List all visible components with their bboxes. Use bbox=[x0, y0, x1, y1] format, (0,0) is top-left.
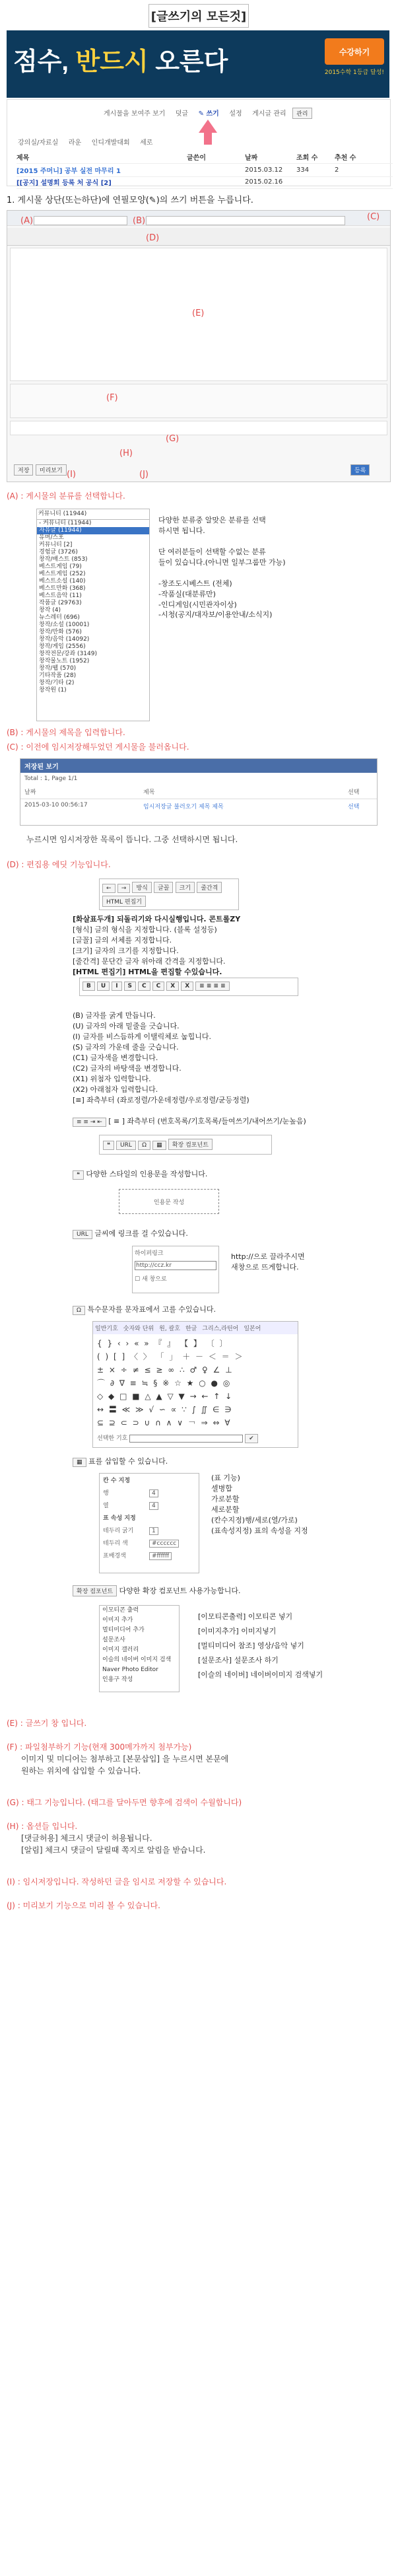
ext-component-desc bbox=[198, 1612, 383, 1684]
table-feature-line: (표 기능) bbox=[211, 1474, 240, 1482]
special-char-tabs bbox=[93, 1322, 298, 1334]
category-item[interactable]: 창작/만화 (576) bbox=[39, 629, 82, 635]
tab-settings[interactable]: 설정 bbox=[229, 110, 242, 118]
special-row bbox=[73, 1305, 216, 1315]
row-rec: 2 bbox=[335, 166, 339, 174]
a-desc-line: 다양한 분류중 알맞은 분류를 선택 bbox=[158, 516, 266, 524]
category-select[interactable] bbox=[34, 216, 127, 225]
ext-component-item[interactable]: 이슬의 네이버 이미지 검색 bbox=[102, 1657, 172, 1663]
category-item[interactable]: 작품글 (29763) bbox=[39, 600, 82, 606]
table-dialog-label: 표배경색 bbox=[103, 1553, 126, 1559]
toolbar2-row bbox=[80, 978, 298, 993]
url-note-2: 새창으로 뜨게합니다. bbox=[231, 1262, 299, 1271]
saved-row-select[interactable]: 선택 bbox=[348, 804, 360, 810]
ext-button-2[interactable]: 확장 컴포넌트 bbox=[73, 1585, 117, 1596]
special-tab[interactable]: 일반기호 bbox=[95, 1326, 118, 1332]
url-note-1: http://으로 끌라주시면 bbox=[231, 1252, 305, 1261]
category-item[interactable]: 창작/게임 (2556) bbox=[39, 643, 86, 650]
preview-button[interactable]: 미리보기 bbox=[36, 464, 67, 476]
step1-part-b: )의 쓰기 버튼을 누릅니다. bbox=[156, 196, 253, 205]
table-dialog-label: 칸 수 지정 bbox=[103, 1478, 131, 1484]
ext-desc-line: [이미지추가] 이미지넣기 bbox=[198, 1626, 277, 1635]
nav-item-3[interactable]: 인디개발대회 bbox=[91, 139, 130, 147]
f-line-2: 이미지 및 미디어는 첨부하고 [본문삽입] 을 누르시면 본문에 bbox=[21, 1754, 229, 1764]
a-desc-line bbox=[158, 568, 383, 579]
font-select[interactable]: 글꼴 bbox=[154, 882, 173, 893]
url-row bbox=[73, 1229, 188, 1239]
write-button[interactable]: ✎ 쓰기 bbox=[198, 110, 219, 118]
saved-panel-count: Total : 1, Page 1/1 bbox=[24, 775, 78, 782]
toolbar2-desc-line: (U) 글자의 아래 밑줄을 긋습니다. bbox=[73, 1021, 180, 1030]
special-char-icon-2[interactable]: Ω bbox=[73, 1306, 85, 1315]
format-icon[interactable]: B bbox=[82, 982, 95, 991]
toolbar1-desc bbox=[73, 914, 337, 978]
format-icon[interactable]: U bbox=[97, 982, 110, 991]
special-char-dialog bbox=[92, 1321, 298, 1448]
ext-desc-line: [이모티콘출력] 이모티콘 넣기 bbox=[198, 1612, 293, 1621]
f-line-1: (F) : 파일첨부하기 기능(현재 300메가까지 첨부가능) bbox=[7, 1742, 192, 1752]
toolbar2-desc-line: (B) 글자를 굵게 만듭니다. bbox=[73, 1011, 156, 1020]
format-select[interactable]: 방식 bbox=[132, 882, 151, 893]
tab-comment[interactable]: 덧글 bbox=[175, 110, 189, 118]
special-char-row[interactable]: ◇ ◆ □ ■ △ ▲ ▽ ▼ → ← ↑ ↓ bbox=[97, 1392, 234, 1401]
quote-example-text: 인용문 작성 bbox=[153, 1199, 185, 1206]
ext-desc-line: [이슬의 네이버] 네이버이미지 검색넣기 bbox=[198, 1670, 323, 1679]
submit-button[interactable]: 등록 bbox=[350, 464, 370, 476]
ext-component-item[interactable]: Naver Photo Editor bbox=[102, 1666, 158, 1673]
category-item[interactable]: 경험글 (3726) bbox=[39, 549, 78, 555]
special-char-row[interactable]: ↔ 〓 ≪ ≫ √ ∽ ∝ ∵ ∫ ∬ ∈ ∋ bbox=[97, 1405, 233, 1414]
save-button[interactable]: 저장 bbox=[14, 464, 33, 476]
a-desc-line: -시청(공지/대자보/이용안내/소식지) bbox=[158, 610, 273, 620]
ext-desc: 다양한 확장 컴포넌트 사용가능합니다. bbox=[119, 1587, 241, 1595]
table-dialog-row bbox=[100, 1499, 199, 1511]
write-button-label: 쓰기 bbox=[206, 110, 219, 118]
saved-row-title[interactable]: 임시저장글 불러오기 제목 제목 bbox=[143, 804, 224, 810]
ext-row bbox=[73, 1585, 241, 1596]
special-char-row[interactable]: { } ‹ › « » 『 』 【 】 〔 〕 bbox=[97, 1339, 229, 1348]
ext-component-item[interactable]: 멀티미디어 추가 bbox=[102, 1627, 145, 1633]
editor-screenshot bbox=[7, 210, 391, 482]
table-dialog-input[interactable]: 4 bbox=[149, 1489, 158, 1497]
header-title: 제목 bbox=[16, 154, 30, 162]
saved-draft-row[interactable] bbox=[20, 799, 377, 813]
label-f: (F) bbox=[106, 393, 118, 403]
a-desc-line: -창조도시베스트 (전체) bbox=[158, 579, 232, 588]
table-dialog-label: 표 속성 지정 bbox=[103, 1515, 136, 1522]
table-dialog-label: 행 bbox=[103, 1490, 109, 1497]
toolbar1-desc-line: [화살표두개] 되돌리기와 다시실행입니다. 콘트롤ZY bbox=[73, 915, 241, 923]
header-rec: 추천 수 bbox=[335, 154, 356, 162]
align-icons[interactable]: ≡ ≡ ≡ ≡ bbox=[195, 982, 230, 991]
banner-headline bbox=[13, 41, 228, 77]
label-d: (D) bbox=[146, 233, 160, 243]
table-icon-2[interactable]: ▦ bbox=[73, 1458, 86, 1467]
ext-desc-line: [설문조사] 설문조사 하기 bbox=[198, 1655, 279, 1664]
insert-toolbar-screenshot bbox=[99, 1135, 272, 1155]
h-line-2: [댓글허용] 체크시 댓글이 허용됩니다. bbox=[21, 1834, 152, 1843]
special-desc: 특수문자를 문자표에서 고를 수있습니다. bbox=[87, 1305, 216, 1314]
toolbar2-desc-line: (S) 글자의 가운데 줄을 긋습니다. bbox=[73, 1042, 179, 1052]
section-d-title: (D) : 편집용 에딧 기능입니다. bbox=[7, 860, 111, 869]
special-char-row[interactable]: ⊆ ⊇ ⊂ ⊃ ∪ ∩ ∧ ∨ ￢ ⇒ ⇔ ∀ bbox=[97, 1418, 232, 1427]
category-item[interactable]: 창작전문/강좌 (3149) bbox=[39, 651, 97, 657]
table-dialog-label: 열 bbox=[103, 1503, 109, 1509]
header-views: 조회 수 bbox=[296, 154, 318, 162]
h-line-3: [알림] 체크시 댓글이 달릴때 쪽지로 알림을 받습니다. bbox=[21, 1845, 206, 1855]
section-c-title: (C) : 이전에 임시저장해두었던 게시물을 불러옵니다. bbox=[7, 742, 189, 752]
row-title[interactable]: [2015 주머니] 공부 실전 마무리 1 bbox=[16, 167, 121, 175]
quote-icon[interactable]: ❝ bbox=[103, 1141, 114, 1150]
h-line-1: (H) : 옵션들 입니다. bbox=[7, 1822, 78, 1831]
filter-button[interactable]: 관리 bbox=[292, 108, 312, 119]
toolbar2-desc-line: [≡] 좌측부터 (좌로정렬/가운데정렬/우로정렬/균등정렬) bbox=[73, 1095, 249, 1104]
table-row-desc bbox=[73, 1456, 168, 1467]
table-feature-line: 셀병합 bbox=[211, 1484, 232, 1493]
label-c: (C) bbox=[367, 212, 380, 222]
hyperlink-title: 하이퍼링크 bbox=[135, 1250, 164, 1257]
section-b-title: (B) : 게시물의 제목을 입력합니다. bbox=[7, 728, 125, 737]
section-g-title: (G) : 태그 기능입니다. (태그를 달아두면 향후에 검색이 수월합니다) bbox=[7, 1798, 242, 1807]
special-tab[interactable]: 원, 괄호 bbox=[159, 1326, 180, 1332]
toolbar2-desc-line: (I) 글자를 비스듬하게 이탤릭체로 눕힙니다. bbox=[73, 1032, 211, 1041]
quote-desc: 다양한 스타일의 인용문을 작성합니다. bbox=[86, 1170, 208, 1178]
page-title: [글쓰기의 모든것] bbox=[148, 4, 249, 28]
category-item[interactable]: 베스트음악 (11) bbox=[39, 592, 82, 599]
category-item[interactable]: - 커뮤니티 (11944) bbox=[39, 520, 92, 526]
banner-cta-sub: 2015수학 1등급 달성! bbox=[324, 69, 384, 76]
ext-component-item[interactable]: 이미지 추가 bbox=[102, 1617, 133, 1624]
site-banner[interactable] bbox=[7, 30, 389, 98]
nav-item-2[interactable]: 라운 bbox=[68, 139, 82, 147]
label-e: (E) bbox=[192, 308, 205, 318]
url-icon[interactable]: URL bbox=[73, 1230, 92, 1239]
saved-header-title: 제목 bbox=[143, 789, 155, 796]
toolbar2-desc-line: (X2) 아래첨자 입력합니다. bbox=[73, 1085, 158, 1094]
category-item[interactable]: 뉴스레터 (696) bbox=[39, 614, 80, 621]
format-icon[interactable]: X bbox=[166, 982, 179, 991]
category-item[interactable]: 창작/기타 (2) bbox=[39, 680, 75, 686]
label-h: (H) bbox=[119, 448, 133, 458]
toolbar1-desc-line: [HTML 편집기] HTML을 편집할 수있습니다. bbox=[73, 967, 222, 976]
ext-component-button[interactable]: 확장 컴포넌트 bbox=[168, 1139, 213, 1150]
format-icon[interactable]: X bbox=[181, 982, 193, 991]
table-feature-line: (칸수지정)행/세로(열/가로) bbox=[211, 1515, 298, 1524]
section-f-text bbox=[7, 1741, 389, 1777]
newwindow-checkbox[interactable]: ☐ 새 창으로 bbox=[135, 1276, 167, 1283]
category-item[interactable]: 베스트게임 (252) bbox=[39, 571, 86, 577]
ext-component-list[interactable] bbox=[99, 1605, 180, 1692]
table-features bbox=[211, 1473, 383, 1536]
table-dialog-input[interactable]: #cccccc bbox=[149, 1540, 179, 1548]
nav-item-4[interactable]: 세로 bbox=[140, 139, 153, 147]
toolbar2-screenshot bbox=[79, 978, 298, 996]
banner-headline-right: 오른다 bbox=[148, 48, 228, 76]
a-desc-line bbox=[158, 536, 383, 547]
label-i: (I) bbox=[67, 470, 76, 480]
redo-icon[interactable]: → bbox=[117, 884, 131, 893]
format-icon[interactable]: C bbox=[152, 982, 165, 991]
row-date: 2015.03.12 bbox=[245, 166, 283, 174]
step1-text bbox=[7, 193, 253, 205]
special-tab[interactable]: 그리스,라틴어 bbox=[202, 1326, 239, 1332]
tab-view[interactable]: 게시물을 보여주 보기 bbox=[104, 110, 166, 118]
category-item[interactable]: 커뮤니티 [2] bbox=[39, 542, 73, 548]
quote-example bbox=[119, 1189, 219, 1214]
special-selected-input[interactable] bbox=[129, 1435, 243, 1443]
special-char-icon[interactable]: Ω bbox=[138, 1141, 150, 1150]
category-list-head: 커뮤니티 (11944) bbox=[37, 509, 149, 520]
section-c-desc: 누르시면 임시저장한 목록이 뜹니다. 그중 선택하시면 됩니다. bbox=[26, 835, 238, 844]
board-nav bbox=[14, 135, 156, 148]
saved-row-date: 2015-03-10 00:56:17 bbox=[24, 802, 88, 808]
label-b: (B) bbox=[133, 216, 146, 226]
a-desc-line: -인디게임(시민관자이상) bbox=[158, 600, 237, 609]
table-dialog-row bbox=[100, 1549, 199, 1561]
toolbar1-screenshot bbox=[99, 878, 239, 910]
a-desc-line: 단 여러분들이 선택할 수없는 분류 bbox=[158, 547, 266, 556]
section-i-title: (I) : 임시저장입니다. 작성하던 글을 임시로 저장할 수 있습니다. bbox=[7, 1877, 227, 1886]
saved-header-date: 날짜 bbox=[24, 789, 36, 796]
table-dialog-row bbox=[100, 1511, 199, 1524]
special-tab[interactable]: 한글 bbox=[185, 1326, 197, 1332]
table-dialog-row bbox=[100, 1524, 199, 1536]
table-feature-line: 세로분할 bbox=[211, 1505, 240, 1514]
banner-cta-button[interactable]: 수강하기 bbox=[325, 38, 384, 65]
category-item[interactable]: 베스트게임 (79) bbox=[39, 563, 82, 570]
saved-panel-header bbox=[20, 785, 377, 799]
list-toolbar-desc: [ ≡ ] 좌측부터 (번호목록/기호목록/들여쓰기/내어쓰기/눈높음) bbox=[108, 1117, 306, 1126]
table-dialog-input[interactable]: #ffffff bbox=[149, 1552, 172, 1560]
ext-desc-line: [멀티미디어 참조] 영상/음악 넣기 bbox=[198, 1641, 304, 1650]
format-icon[interactable]: S bbox=[124, 982, 136, 991]
toolbar1-row2 bbox=[100, 896, 238, 907]
nav-item-1[interactable]: 강의실/자료실 bbox=[18, 139, 59, 147]
step1-part-a: 1. 게시물 상단(또는하단)에 연필모양( bbox=[7, 196, 149, 205]
quote-icon-2[interactable]: ❝ bbox=[73, 1170, 84, 1180]
url-desc: 글씨에 링크를 걸 수있습니다. bbox=[94, 1229, 188, 1238]
category-item[interactable]: 창작 (4) bbox=[39, 607, 61, 614]
toolbar1-desc-line: [글꼴] 글의 서체를 지정합니다. bbox=[73, 935, 172, 945]
category-item[interactable]: 자유글 (11944) bbox=[37, 527, 149, 534]
category-item[interactable]: 기타작품 (28) bbox=[39, 672, 77, 679]
toolbar1-desc-line: [줄간격] 문단간 글자 위아래 간격을 지정합니다. bbox=[73, 956, 226, 966]
category-items bbox=[37, 520, 149, 694]
board-screenshot bbox=[7, 99, 391, 186]
editor-actions bbox=[14, 464, 67, 476]
section-a-title: (A) : 게시물의 분류를 선택합니다. bbox=[7, 491, 125, 501]
a-desc-line: 하시면 됩니다. bbox=[158, 526, 205, 535]
section-e-title: (E) : 글쓰기 창 입니다. bbox=[7, 1719, 87, 1728]
pencil-icon: ✎ bbox=[148, 196, 156, 205]
saved-panel-title: 저장된 보기 bbox=[20, 759, 377, 773]
table-dialog-row bbox=[100, 1536, 199, 1549]
insert-toolbar-row bbox=[100, 1135, 271, 1153]
arrow-pointer bbox=[199, 120, 217, 145]
label-j: (J) bbox=[139, 470, 148, 480]
toolbar1-desc-line: [형식] 글의 형식을 지정합니다. (블록 설정등) bbox=[73, 925, 217, 934]
section-a-desc bbox=[158, 515, 383, 620]
toolbar2-desc-line: (C1) 글자색을 변경합니다. bbox=[73, 1053, 158, 1062]
table-dialog bbox=[99, 1473, 199, 1573]
board-header-row bbox=[16, 150, 393, 164]
table-icon[interactable]: ▦ bbox=[152, 1141, 166, 1150]
list-toolbar-row bbox=[73, 1116, 306, 1127]
size-select[interactable]: 크기 bbox=[176, 882, 195, 893]
label-a: (A) bbox=[20, 216, 34, 226]
category-item[interactable]: 베스트만화 (368) bbox=[39, 585, 86, 592]
a-desc-line: -작품실(대분류만) bbox=[158, 589, 216, 598]
table-dialog-input[interactable]: 4 bbox=[149, 1502, 158, 1510]
row-title[interactable]: [[공지] 설명회 등록 처 공식 [2] bbox=[16, 179, 112, 187]
submit-area bbox=[350, 464, 370, 476]
section-j-title: (J) : 미리보기 기능으로 미리 볼 수 있습니다. bbox=[7, 1901, 160, 1910]
table-desc: 표를 삽입할 수 있습니다. bbox=[88, 1457, 168, 1466]
category-item[interactable]: 창작물노트 (1952) bbox=[39, 658, 90, 664]
category-item[interactable]: 유머/스포 bbox=[39, 534, 64, 541]
table-dialog-label: 테두리 굵기 bbox=[103, 1528, 134, 1534]
url-notes bbox=[231, 1252, 305, 1273]
lineheight-select[interactable]: 줄간격 bbox=[197, 882, 222, 893]
category-item[interactable]: 창작/음악 (14092) bbox=[39, 636, 90, 643]
ext-component-item[interactable]: 인용구 작성 bbox=[102, 1676, 133, 1683]
section-h-text bbox=[7, 1820, 389, 1856]
quote-row bbox=[73, 1169, 207, 1180]
category-item[interactable]: 창작/소설 (10001) bbox=[39, 622, 90, 628]
category-item[interactable]: 베스트소설 (140) bbox=[39, 578, 86, 585]
banner-headline-left: 점수, bbox=[13, 48, 76, 76]
hyperlink-dialog bbox=[132, 1246, 219, 1293]
special-selected-label bbox=[97, 1433, 258, 1443]
special-char-grid[interactable] bbox=[93, 1334, 298, 1432]
category-list[interactable] bbox=[36, 509, 150, 721]
ext-component-item[interactable]: 이미지 갤러리 bbox=[102, 1647, 139, 1653]
row-date: 2015.02.16 bbox=[245, 178, 283, 186]
ext-component-item[interactable]: 설문조사 bbox=[102, 1637, 125, 1643]
tag-input[interactable] bbox=[10, 421, 387, 435]
category-item[interactable]: 창작/웹 (570) bbox=[39, 665, 77, 672]
title-input[interactable] bbox=[146, 216, 345, 225]
ext-component-item[interactable]: 이모티콘 출력 bbox=[102, 1607, 139, 1614]
table-feature-line: (표속성지정) 표의 속성을 지정 bbox=[211, 1526, 308, 1535]
special-char-row[interactable]: ⌒ ∂ ∇ ≡ ≒ § ※ ☆ ★ ○ ● ◎ bbox=[97, 1378, 232, 1388]
undo-icon[interactable]: ← bbox=[102, 884, 116, 893]
hyperlink-input[interactable]: http://ccz.kr bbox=[135, 1261, 216, 1270]
editor-toolbar[interactable] bbox=[7, 228, 390, 246]
list-toolbar-icon[interactable]: ≡ ≡ ⇥ ⇤ bbox=[73, 1118, 106, 1127]
toolbar2-desc bbox=[73, 1011, 383, 1105]
special-selected-text: 선택한 기호 bbox=[97, 1435, 128, 1442]
row-views: 334 bbox=[296, 166, 310, 174]
special-char-row[interactable]: ± × ÷ ≠ ≤ ≥ ∞ ∴ ♂ ♀ ∠ ⊥ bbox=[97, 1365, 234, 1375]
newwindow-label: 새 창으로 bbox=[141, 1276, 167, 1283]
table-dialog-label: 테두리 색 bbox=[103, 1540, 128, 1547]
header-author: 글쓴이 bbox=[187, 154, 206, 162]
special-tab[interactable]: 일본어 bbox=[244, 1326, 261, 1332]
html-editor-button[interactable]: HTML 편집기 bbox=[102, 896, 146, 907]
table-feature-line: 가로분할 bbox=[211, 1494, 240, 1503]
special-char-row[interactable]: ( ) [ ] 〈 〉 「 」 ＋ － ＜ ＝ ＞ bbox=[97, 1352, 244, 1361]
toolbar2-desc-line: (C2) 글자의 바탕색을 변경합니다. bbox=[73, 1063, 182, 1073]
file-attach-area[interactable] bbox=[10, 384, 387, 418]
board-top-tabs bbox=[100, 106, 312, 119]
table-dialog-input[interactable]: 1 bbox=[149, 1527, 158, 1535]
toolbar1-desc-line: [크기] 글자의 크기를 지정합니다. bbox=[73, 946, 179, 955]
saved-drafts-panel bbox=[20, 758, 378, 826]
label-g: (G) bbox=[166, 434, 180, 444]
table-dialog-row bbox=[100, 1486, 199, 1499]
table-row[interactable] bbox=[16, 175, 393, 189]
saved-header-select: 선택 bbox=[348, 789, 360, 796]
banner-headline-mid: 반드시 bbox=[75, 48, 148, 76]
format-icon[interactable]: I bbox=[112, 982, 121, 991]
link-icon[interactable]: URL bbox=[116, 1141, 136, 1150]
confirm-icon[interactable]: ✔ bbox=[245, 1434, 258, 1443]
toolbar2-desc-line: (X1) 위첨자 입력합니다. bbox=[73, 1074, 151, 1083]
category-item[interactable]: 창작/배스트 (853) bbox=[39, 556, 88, 563]
category-item[interactable]: 창작원 (1) bbox=[39, 687, 67, 694]
f-line-3: 원하는 위치에 삽입할 수 있습니다. bbox=[21, 1766, 141, 1775]
special-tab[interactable]: 숫자와 단위 bbox=[123, 1326, 154, 1332]
a-desc-line: 들이 있습니다.(아니면 일부그룹만 가능) bbox=[158, 557, 286, 567]
header-date: 날짜 bbox=[245, 154, 258, 162]
tab-manage[interactable]: 게시글 관리 bbox=[252, 110, 286, 118]
table-dialog-row bbox=[100, 1474, 199, 1486]
toolbar1-row bbox=[100, 879, 238, 896]
format-icon[interactable]: C bbox=[138, 982, 150, 991]
